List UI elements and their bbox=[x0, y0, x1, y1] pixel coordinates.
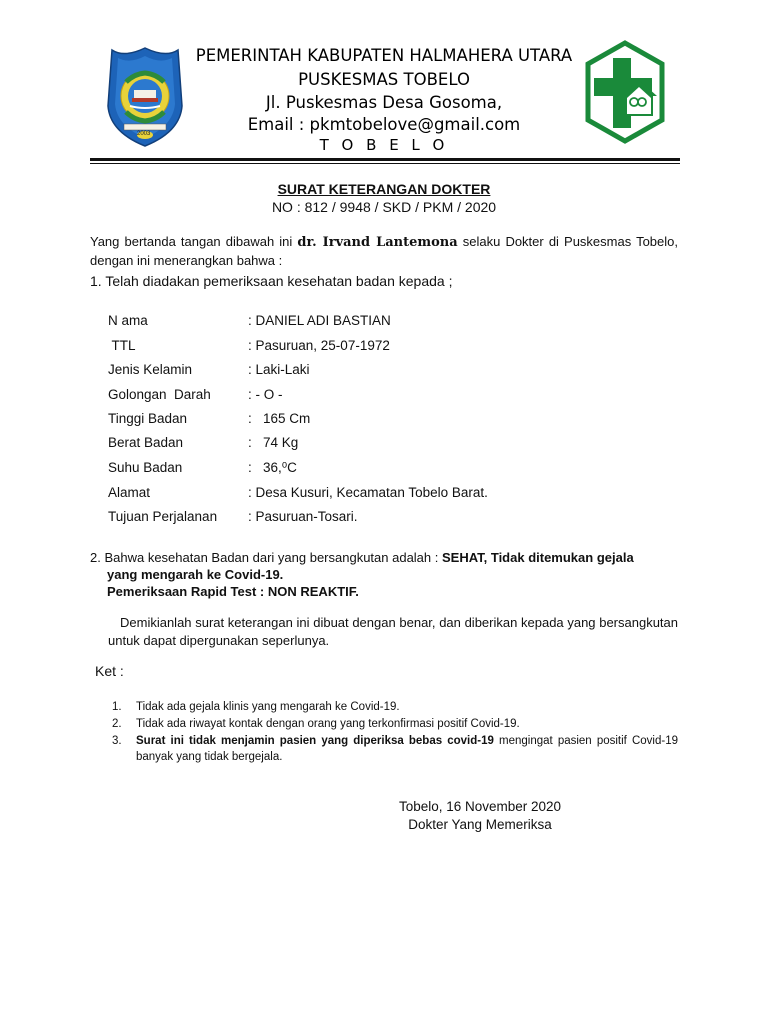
field-value: : Laki-Laki bbox=[248, 362, 310, 377]
note-text: Tidak ada gejala klinis yang mengarah ke Covid-19. bbox=[136, 701, 400, 713]
field-label: Alamat bbox=[108, 485, 151, 500]
header-address: Jl. Puskesmas Desa Gosoma, bbox=[265, 93, 503, 112]
header-rule-thick bbox=[90, 158, 680, 161]
point-two bbox=[90, 549, 680, 600]
point-one: 1. Telah diadakan pemeriksaan kesehatan badan kepada ; bbox=[90, 273, 453, 289]
field-value: : 165 Cm bbox=[248, 411, 311, 426]
doctor-name: dr. Irvand Lantemona bbox=[297, 235, 458, 250]
list-item bbox=[110, 733, 678, 765]
note-text: mengingat pasien positif Covid-19 banyak yang tidak bergejala. bbox=[136, 735, 678, 763]
field-value: : 36,⁰C bbox=[248, 460, 297, 475]
field-value: : - O - bbox=[248, 387, 283, 402]
field-value: : 74 Kg bbox=[248, 435, 299, 450]
closing-text: Demikianlah surat keterangan ini dibuat dengan benar, dan diberikan kepada yang bersangkutan untuk dapat dipergunakan seperlunya. bbox=[108, 615, 678, 648]
document-number: NO : 812 / 9948 / SKD / PKM / 2020 bbox=[271, 199, 497, 215]
list-item bbox=[110, 716, 678, 732]
field-label: TTL bbox=[108, 338, 136, 353]
field-value: : DANIEL ADI BASTIAN bbox=[248, 313, 391, 328]
health-status: SEHAT, Tidak ditemukan gejala bbox=[441, 550, 634, 565]
point-two-prefix: 2. Bahwa kesehatan Badan dari yang bersangkutan adalah : bbox=[90, 550, 442, 565]
list-item bbox=[110, 699, 678, 715]
header-email: Email : pkmtobelove@gmail.com bbox=[247, 115, 521, 134]
notes-list bbox=[110, 699, 678, 766]
field-label: Tinggi Badan bbox=[108, 411, 188, 426]
header-government: PEMERINTAH KABUPATEN HALMAHERA UTARA bbox=[195, 46, 573, 65]
header-city: T O B E L O bbox=[319, 136, 449, 154]
emblem-year: 2003 bbox=[137, 131, 151, 137]
field-value: : Pasuruan, 25-07-1972 bbox=[248, 338, 390, 353]
closing-paragraph bbox=[108, 614, 678, 650]
puskesmas-logo-icon bbox=[583, 40, 667, 144]
field-value: : Desa Kusuri, Kecamatan Tobelo Barat. bbox=[248, 485, 488, 500]
field-label: Jenis Kelamin bbox=[108, 362, 193, 377]
signer-title: Dokter Yang Memeriksa bbox=[408, 817, 552, 832]
place-date: Tobelo, 16 November 2020 bbox=[398, 799, 562, 814]
field-label: Berat Badan bbox=[108, 435, 184, 450]
note-number: 3. bbox=[112, 735, 122, 747]
intro-before: Yang bertanda tangan dibawah ini bbox=[90, 234, 298, 249]
note-number: 1. bbox=[112, 701, 122, 713]
field-label: Suhu Badan bbox=[108, 460, 183, 475]
field-label: Golongan Darah bbox=[108, 387, 211, 402]
header-rule-thin bbox=[90, 163, 680, 164]
header-puskesmas: PUSKESMAS TOBELO bbox=[298, 70, 470, 89]
intro-paragraph bbox=[90, 233, 678, 270]
field-value: : Pasuruan-Tosari. bbox=[248, 509, 358, 524]
field-label: N ama bbox=[108, 313, 148, 328]
health-status-line2: yang mengarah ke Covid-19. bbox=[107, 567, 284, 582]
intro-after: selaku Dokter di Puskesmas Tobelo, dengan ini menerangkan bahwa : bbox=[90, 234, 678, 268]
note-text: Tidak ada riwayat kontak dengan orang yang terkonfirmasi positif Covid-19. bbox=[136, 718, 520, 730]
ket-label: Ket : bbox=[95, 663, 124, 679]
document-title: SURAT KETERANGAN DOKTER bbox=[277, 181, 491, 197]
note-number: 2. bbox=[112, 718, 122, 730]
field-label: Tujuan Perjalanan bbox=[108, 509, 218, 524]
rapid-test-result: Pemeriksaan Rapid Test : NON REAKTIF. bbox=[107, 584, 359, 599]
note-bold-text: Surat ini tidak menjamin pasien yang diperiksa bebas covid-19 bbox=[136, 735, 494, 747]
